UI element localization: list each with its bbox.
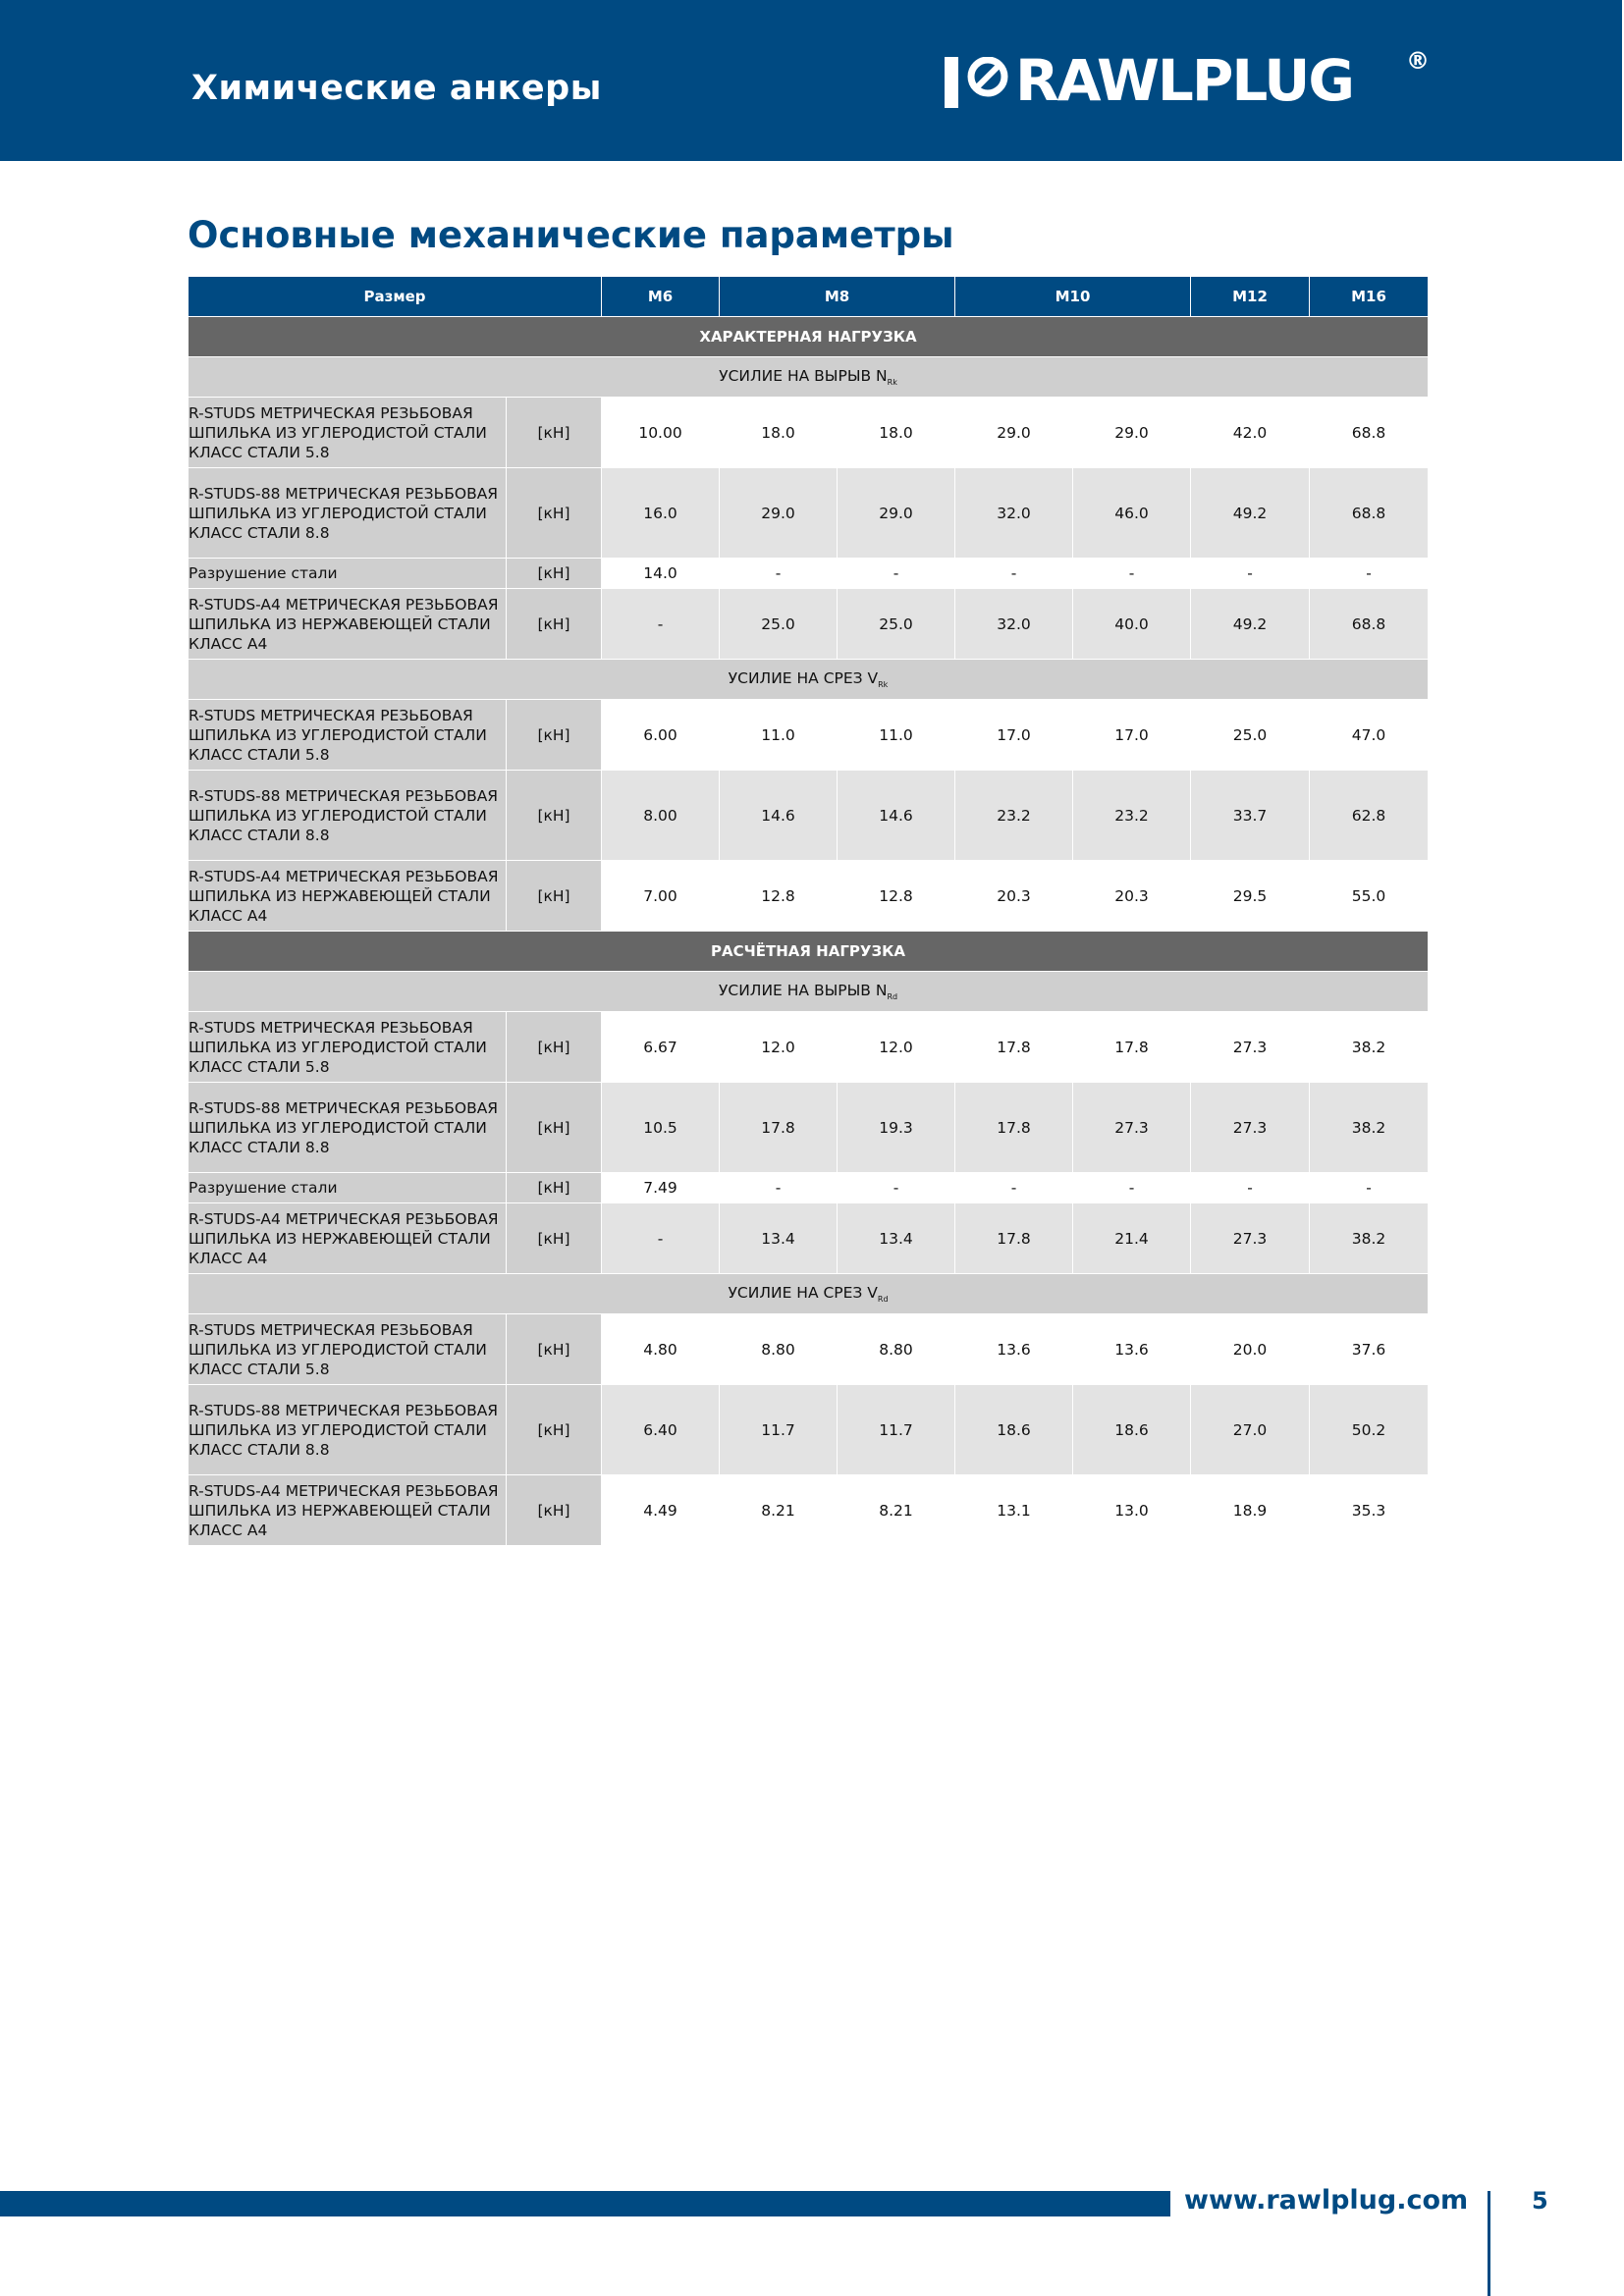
table-cell: 27.3 — [1191, 1012, 1310, 1083]
table-cell: 21.4 — [1073, 1203, 1191, 1274]
table-cell: 29.0 — [838, 468, 955, 559]
row-label: R-STUDS МЕТРИЧЕСКАЯ РЕЗЬБОВАЯ ШПИЛЬКА ИЗ УГЛЕРОДИСТОЙ СТАЛИ КЛАСС СТАЛИ 5.8 — [189, 1012, 507, 1083]
row-label: R-STUDS-A4 МЕТРИЧЕСКАЯ РЕЗЬБОВАЯ ШПИЛЬКА ИЗ НЕРЖАВЕЮЩЕЙ СТАЛИ КЛАСС А4 — [189, 1203, 507, 1274]
table-cell: 4.49 — [602, 1475, 720, 1546]
table-row — [189, 398, 1429, 468]
table-cell: - — [720, 559, 838, 589]
section-title: ХАРАКТЕРНАЯ НАГРУЗКА — [189, 317, 1429, 357]
section-header-row — [189, 317, 1429, 357]
table-cell: - — [602, 589, 720, 660]
table-cell: 10.00 — [602, 398, 720, 468]
table-cell: 6.40 — [602, 1385, 720, 1475]
subsection-header-row — [189, 1274, 1429, 1314]
table-cell: - — [838, 1173, 955, 1203]
table-cell: 14.6 — [720, 771, 838, 861]
row-unit: [кН] — [507, 1203, 602, 1274]
subsection-text: УСИЛИЕ НА СРЕЗ V — [728, 1283, 878, 1302]
row-unit: [кН] — [507, 1475, 602, 1546]
row-label: Разрушение стали — [189, 1173, 507, 1203]
row-label: R-STUDS-88 МЕТРИЧЕСКАЯ РЕЗЬБОВАЯ ШПИЛЬКА ИЗ УГЛЕРОДИСТОЙ СТАЛИ КЛАСС СТАЛИ 8.8 — [189, 1083, 507, 1173]
table-cell: - — [602, 1203, 720, 1274]
table-cell: - — [1191, 559, 1310, 589]
table-row — [189, 861, 1429, 932]
table-cell: 27.0 — [1191, 1385, 1310, 1475]
subsection-title — [189, 972, 1429, 1012]
row-unit: [кН] — [507, 1012, 602, 1083]
row-label: Разрушение стали — [189, 559, 507, 589]
table-row — [189, 1475, 1429, 1546]
table-row — [189, 1314, 1429, 1385]
table-cell: - — [838, 559, 955, 589]
row-unit: [кН] — [507, 559, 602, 589]
page-title: Основные механические параметры — [188, 214, 954, 256]
table-cell: 13.4 — [838, 1203, 955, 1274]
table-cell: 17.8 — [720, 1083, 838, 1173]
row-unit: [кН] — [507, 1173, 602, 1203]
size-column-header: M12 — [1191, 277, 1310, 317]
row-label: R-STUDS-A4 МЕТРИЧЕСКАЯ РЕЗЬБОВАЯ ШПИЛЬКА ИЗ НЕРЖАВЕЮЩЕЙ СТАЛИ КЛАСС А4 — [189, 1475, 507, 1546]
table-cell: 17.8 — [955, 1012, 1073, 1083]
table-cell: 6.00 — [602, 700, 720, 771]
table-cell: - — [1073, 1173, 1191, 1203]
table-cell: 62.8 — [1310, 771, 1429, 861]
table-cell: 29.0 — [1073, 398, 1191, 468]
table-cell: 29.0 — [955, 398, 1073, 468]
table-cell: 11.7 — [720, 1385, 838, 1475]
table-row — [189, 468, 1429, 559]
table-cell: 12.8 — [720, 861, 838, 932]
table-row — [189, 700, 1429, 771]
table-cell: 27.3 — [1191, 1203, 1310, 1274]
registered-mark: ® — [1406, 47, 1430, 75]
table-cell: 38.2 — [1310, 1012, 1429, 1083]
subsection-title — [189, 357, 1429, 398]
row-label: R-STUDS МЕТРИЧЕСКАЯ РЕЗЬБОВАЯ ШПИЛЬКА ИЗ УГЛЕРОДИСТОЙ СТАЛИ КЛАСС СТАЛИ 5.8 — [189, 1314, 507, 1385]
row-label: R-STUDS-88 МЕТРИЧЕСКАЯ РЕЗЬБОВАЯ ШПИЛЬКА ИЗ УГЛЕРОДИСТОЙ СТАЛИ КЛАСС СТАЛИ 8.8 — [189, 1385, 507, 1475]
subsection-header-row — [189, 357, 1429, 398]
row-unit: [кН] — [507, 398, 602, 468]
table-cell: 38.2 — [1310, 1083, 1429, 1173]
table-cell: 37.6 — [1310, 1314, 1429, 1385]
subsection-text: УСИЛИЕ НА ВЫРЫВ N — [719, 366, 888, 385]
table-cell: 18.6 — [955, 1385, 1073, 1475]
table-cell: 12.0 — [838, 1012, 955, 1083]
size-column-header: M8 — [720, 277, 955, 317]
table-cell: 8.21 — [720, 1475, 838, 1546]
subsection-title — [189, 1274, 1429, 1314]
table-cell: 8.00 — [602, 771, 720, 861]
row-unit: [кН] — [507, 1314, 602, 1385]
row-label: R-STUDS-88 МЕТРИЧЕСКАЯ РЕЗЬБОВАЯ ШПИЛЬКА ИЗ УГЛЕРОДИСТОЙ СТАЛИ КЛАСС СТАЛИ 8.8 — [189, 468, 507, 559]
table-cell: 18.9 — [1191, 1475, 1310, 1546]
table-cell: 20.0 — [1191, 1314, 1310, 1385]
subsection-title — [189, 660, 1429, 700]
subsection-subscript: Rd — [877, 1295, 889, 1305]
table-cell: - — [1191, 1173, 1310, 1203]
table-cell: 42.0 — [1191, 398, 1310, 468]
table-row — [189, 1012, 1429, 1083]
page-header — [0, 0, 1622, 161]
table-cell: 17.8 — [955, 1083, 1073, 1173]
table-cell: 12.0 — [720, 1012, 838, 1083]
row-unit: [кН] — [507, 700, 602, 771]
subsection-subscript: Rd — [887, 992, 898, 1002]
table-row — [189, 559, 1429, 589]
row-unit: [кН] — [507, 468, 602, 559]
table-cell: - — [720, 1173, 838, 1203]
table-cell: - — [955, 559, 1073, 589]
table-cell: 27.3 — [1191, 1083, 1310, 1173]
row-label: R-STUDS-A4 МЕТРИЧЕСКАЯ РЕЗЬБОВАЯ ШПИЛЬКА ИЗ НЕРЖАВЕЮЩЕЙ СТАЛИ КЛАСС А4 — [189, 861, 507, 932]
subsection-subscript: Rk — [887, 378, 897, 388]
table-cell: 14.6 — [838, 771, 955, 861]
table-cell: 38.2 — [1310, 1203, 1429, 1274]
table-cell: 35.3 — [1310, 1475, 1429, 1546]
table-row — [189, 1083, 1429, 1173]
table-cell: 13.0 — [1073, 1475, 1191, 1546]
size-column-header: M6 — [602, 277, 720, 317]
row-unit: [кН] — [507, 589, 602, 660]
table-row — [189, 1203, 1429, 1274]
table-cell: 13.6 — [955, 1314, 1073, 1385]
table-cell: 18.0 — [838, 398, 955, 468]
table-cell: 68.8 — [1310, 468, 1429, 559]
table-cell: - — [1073, 559, 1191, 589]
table-cell: 8.80 — [838, 1314, 955, 1385]
table-row — [189, 771, 1429, 861]
table-cell: 17.8 — [955, 1203, 1073, 1274]
table-cell: 25.0 — [1191, 700, 1310, 771]
table-cell: - — [1310, 1173, 1429, 1203]
table-cell: 68.8 — [1310, 398, 1429, 468]
table-cell: 17.8 — [1073, 1012, 1191, 1083]
row-label: R-STUDS-88 МЕТРИЧЕСКАЯ РЕЗЬБОВАЯ ШПИЛЬКА ИЗ УГЛЕРОДИСТОЙ СТАЛИ КЛАСС СТАЛИ 8.8 — [189, 771, 507, 861]
table-cell: 11.0 — [720, 700, 838, 771]
table-cell: 20.3 — [1073, 861, 1191, 932]
subsection-header-row — [189, 660, 1429, 700]
page-number: 5 — [1532, 2187, 1548, 2215]
table-cell: 14.0 — [602, 559, 720, 589]
parameters-table — [188, 276, 1429, 1546]
table-row — [189, 1173, 1429, 1203]
footer-website-link[interactable]: www.rawlplug.com — [1184, 2185, 1469, 2216]
table-cell: 47.0 — [1310, 700, 1429, 771]
header-title: Химические анкеры — [191, 69, 602, 108]
table-cell: 50.2 — [1310, 1385, 1429, 1475]
table-cell: 13.4 — [720, 1203, 838, 1274]
table-cell: 11.7 — [838, 1385, 955, 1475]
table-cell: 8.21 — [838, 1475, 955, 1546]
row-label: R-STUDS МЕТРИЧЕСКАЯ РЕЗЬБОВАЯ ШПИЛЬКА ИЗ УГЛЕРОДИСТОЙ СТАЛИ КЛАСС СТАЛИ 5.8 — [189, 398, 507, 468]
table-cell: 20.3 — [955, 861, 1073, 932]
table-cell: 7.49 — [602, 1173, 720, 1203]
table-cell: 29.5 — [1191, 861, 1310, 932]
table-cell: 6.67 — [602, 1012, 720, 1083]
footer-divider — [1488, 2191, 1490, 2296]
table-cell: 32.0 — [955, 589, 1073, 660]
table-cell: 19.3 — [838, 1083, 955, 1173]
subsection-text: УСИЛИЕ НА СРЕЗ V — [728, 668, 879, 687]
table-cell: 68.8 — [1310, 589, 1429, 660]
table-cell: 10.5 — [602, 1083, 720, 1173]
table-cell: 8.80 — [720, 1314, 838, 1385]
table-cell: 16.0 — [602, 468, 720, 559]
table-cell: 18.6 — [1073, 1385, 1191, 1475]
subsection-subscript: Rk — [878, 680, 889, 690]
logo-wordmark: RAWLPLUG — [1015, 47, 1353, 114]
table-cell: 12.8 — [838, 861, 955, 932]
size-header: Размер — [189, 277, 602, 317]
subsection-text: УСИЛИЕ НА ВЫРЫВ N — [718, 981, 888, 999]
table-cell: - — [955, 1173, 1073, 1203]
footer-bar — [0, 2191, 1170, 2216]
table-cell: 17.0 — [1073, 700, 1191, 771]
row-unit: [кН] — [507, 861, 602, 932]
table-cell: 29.0 — [720, 468, 838, 559]
section-header-row — [189, 932, 1429, 972]
table-cell: 49.2 — [1191, 589, 1310, 660]
table-cell: 33.7 — [1191, 771, 1310, 861]
table-cell: 23.2 — [1073, 771, 1191, 861]
size-column-header: M16 — [1310, 277, 1429, 317]
table-cell: 17.0 — [955, 700, 1073, 771]
table-cell: 55.0 — [1310, 861, 1429, 932]
table-cell: 23.2 — [955, 771, 1073, 861]
table-cell: 49.2 — [1191, 468, 1310, 559]
row-unit: [кН] — [507, 771, 602, 861]
subsection-header-row — [189, 972, 1429, 1012]
table-cell: 25.0 — [838, 589, 955, 660]
row-unit: [кН] — [507, 1385, 602, 1475]
table-header-row — [189, 277, 1429, 317]
table-cell: 11.0 — [838, 700, 955, 771]
table-cell: 46.0 — [1073, 468, 1191, 559]
table-cell: 7.00 — [602, 861, 720, 932]
rawlplug-logo — [945, 47, 1435, 114]
table-body — [189, 317, 1429, 1546]
section-title: РАСЧЁТНАЯ НАГРУЗКА — [189, 932, 1429, 972]
table-cell: 13.6 — [1073, 1314, 1191, 1385]
row-label: R-STUDS-A4 МЕТРИЧЕСКАЯ РЕЗЬБОВАЯ ШПИЛЬКА ИЗ НЕРЖАВЕЮЩЕЙ СТАЛИ КЛАСС А4 — [189, 589, 507, 660]
table-cell: 13.1 — [955, 1475, 1073, 1546]
table-cell: 25.0 — [720, 589, 838, 660]
table-row — [189, 589, 1429, 660]
size-column-header: M10 — [955, 277, 1191, 317]
table-cell: 32.0 — [955, 468, 1073, 559]
table-cell: 40.0 — [1073, 589, 1191, 660]
table-row — [189, 1385, 1429, 1475]
table-cell: - — [1310, 559, 1429, 589]
table-cell: 27.3 — [1073, 1083, 1191, 1173]
row-label: R-STUDS МЕТРИЧЕСКАЯ РЕЗЬБОВАЯ ШПИЛЬКА ИЗ УГЛЕРОДИСТОЙ СТАЛИ КЛАСС СТАЛИ 5.8 — [189, 700, 507, 771]
table-cell: 4.80 — [602, 1314, 720, 1385]
rawlplug-logo-mark-icon — [945, 57, 1019, 108]
row-unit: [кН] — [507, 1083, 602, 1173]
table-cell: 18.0 — [720, 398, 838, 468]
